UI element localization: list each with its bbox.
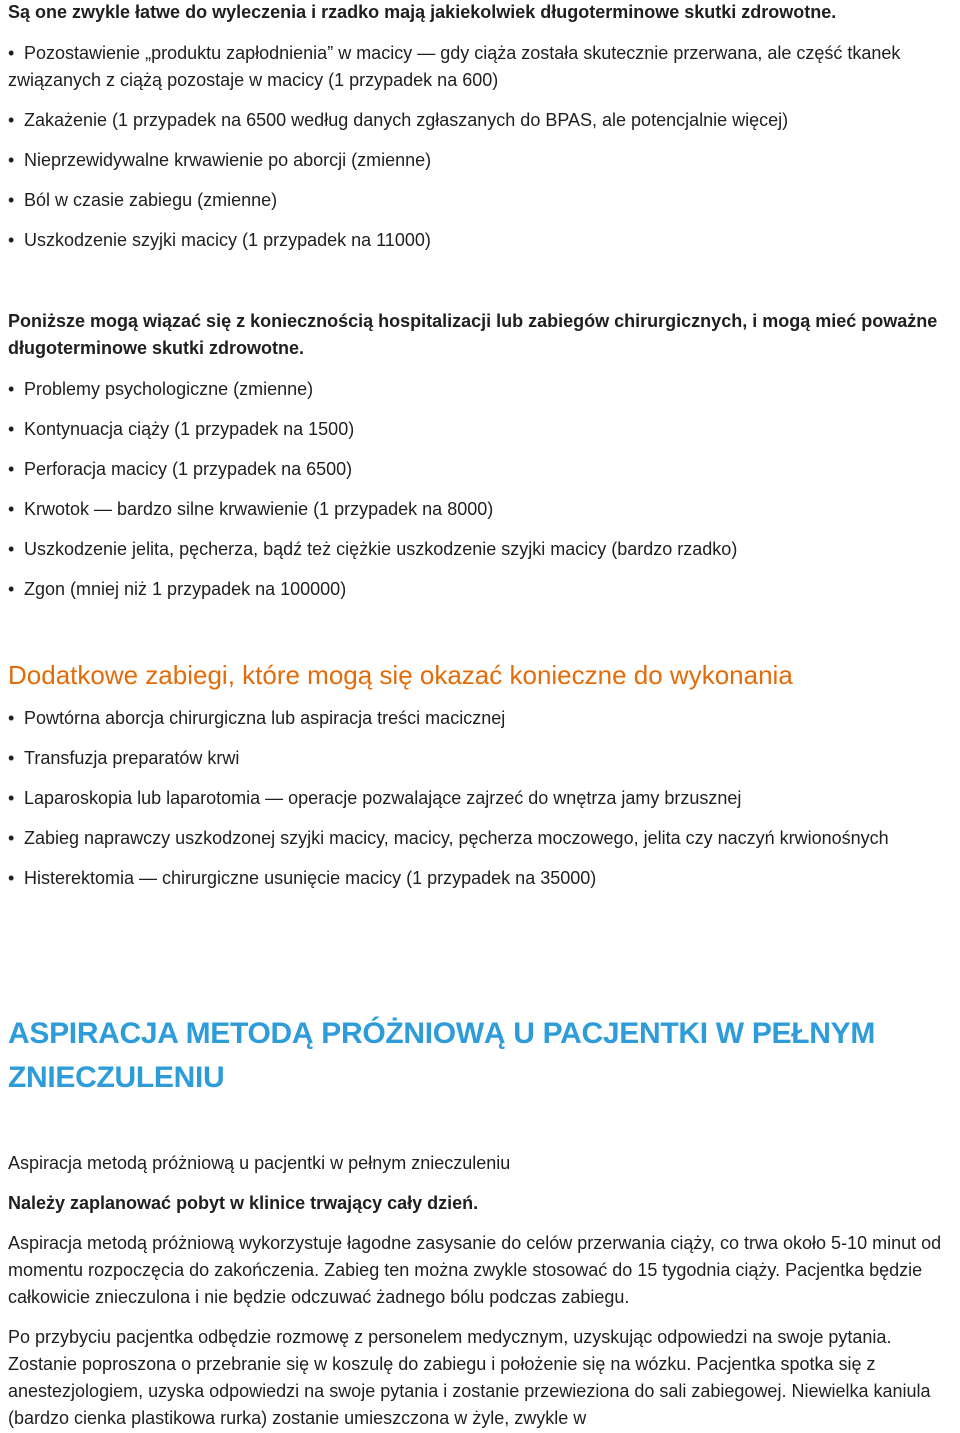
list-item: • Zabieg naprawczy uszkodzonej szyjki macicy, macicy, pęcherza moczowego, jelita czy naczyń krwionośnych — [8, 825, 952, 852]
bullet-icon: • — [8, 190, 15, 210]
minor-complications-list — [8, 40, 952, 254]
list-item: • Nieprzewidywalne krwawienie po aborcji (zmienne) — [8, 147, 952, 174]
top-note: Są one zwykle łatwe do wyleczenia i rzadko mają jakiekolwiek długoterminowe skutki zdrowotne. — [8, 2, 837, 22]
bullet-icon: • — [8, 828, 15, 848]
list-item: • Ból w czasie zabiegu (zmienne) — [8, 187, 952, 214]
bullet-icon: • — [8, 230, 15, 250]
bullet-icon: • — [8, 459, 15, 479]
bullet-icon: • — [8, 43, 15, 63]
bullet-icon: • — [8, 708, 15, 728]
bullet-icon: • — [8, 110, 15, 130]
bullet-icon: • — [8, 499, 15, 519]
bullet-icon: • — [8, 579, 15, 599]
bullet-icon: • — [8, 419, 15, 439]
list-item: • Uszkodzenie szyjki macicy (1 przypadek na 11000) — [8, 227, 952, 254]
list-item: • Pozostawienie „produktu zapłodnienia” w macicy — gdy ciąża została skutecznie przerwana, ale część tkanek związanych z ciążą pozostaje w macicy (1 przypadek na 600) — [8, 40, 952, 94]
section-bold-note: Należy zaplanować pobyt w klinice trwający cały dzień. — [8, 1193, 479, 1213]
bullet-icon: • — [8, 748, 15, 768]
section-subtitle: Aspiracja metodą próżniową u pacjentki w pełnym znieczuleniu — [8, 1153, 511, 1173]
list-item: • Laparoskopia lub laparotomia — operacje pozwalające zajrzeć do wnętrza jamy brzusznej — [8, 785, 952, 812]
additional-procedures-heading: Dodatkowe zabiegi, które mogą się okazać konieczne do wykonania — [8, 660, 793, 690]
additional-procedures-list — [8, 705, 952, 892]
list-item: • Kontynuacja ciąży (1 przypadek na 1500) — [8, 416, 952, 443]
list-item: • Problemy psychologiczne (zmienne) — [8, 376, 952, 403]
paragraph-1: Aspiracja metodą próżniową wykorzystuje łagodne zasysanie do celów przerwania ciąży, co trwa około 5-10 minut od momentu rozpoczęcia do zakończenia. Zabieg ten można zwykle stosować do 15 tygodnia ciąży. Pacjentka będzie całkowicie znieczulona i nie będzie odczuwać żadnego bólu podczas zabiegu. — [8, 1233, 942, 1307]
list-item: • Histerektomia — chirurgiczne usunięcie macicy (1 przypadek na 35000) — [8, 865, 952, 892]
list-item: • Perforacja macicy (1 przypadek na 6500) — [8, 456, 952, 483]
list-item: • Zgon (mniej niż 1 przypadek na 100000) — [8, 576, 952, 603]
list-item: • Powtórna aborcja chirurgiczna lub aspiracja treści macicznej — [8, 705, 952, 732]
bullet-icon: • — [8, 788, 15, 808]
section-heading: ASPIRACJA METODĄ PRÓŻNIOWĄ U PACJENTKI W PEŁNYM ZNIECZULENIU — [8, 1017, 876, 1094]
serious-intro: Poniższe mogą wiązać się z koniecznością hospitalizacji lub zabiegów chirurgicznych, i mogą mieć poważne długoterminowe skutki zdrowotne. — [8, 311, 938, 358]
paragraph-2: Po przybyciu pacjentka odbędzie rozmowę z personelem medycznym, uzyskując odpowiedzi na swoje pytania. Zostanie poproszona o przebranie się w koszulę do zabiegu i położenie się na wózku. Pacjentka spotka się z anestezjologiem, uzyska odpowiedzi na swoje pytania i zostanie przewieziona do sali zabiegowej. Niewielka kaniula (bardzo cienka plastikowa rurka) zostanie umieszczona w żyle, zwykle w — [8, 1327, 931, 1428]
bullet-icon: • — [8, 868, 15, 888]
list-item: • Transfuzja preparatów krwi — [8, 745, 952, 772]
list-item: • Krwotok — bardzo silne krwawienie (1 przypadek na 8000) — [8, 496, 952, 523]
serious-complications-list — [8, 376, 952, 603]
bullet-icon: • — [8, 379, 15, 399]
list-item: • Uszkodzenie jelita, pęcherza, bądź też ciężkie uszkodzenie szyjki macicy (bardzo rzadko) — [8, 536, 952, 563]
bullet-icon: • — [8, 150, 15, 170]
bullet-icon: • — [8, 539, 15, 559]
list-item: • Zakażenie (1 przypadek na 6500 według danych zgłaszanych do BPAS, ale potencjalnie więcej) — [8, 107, 952, 134]
